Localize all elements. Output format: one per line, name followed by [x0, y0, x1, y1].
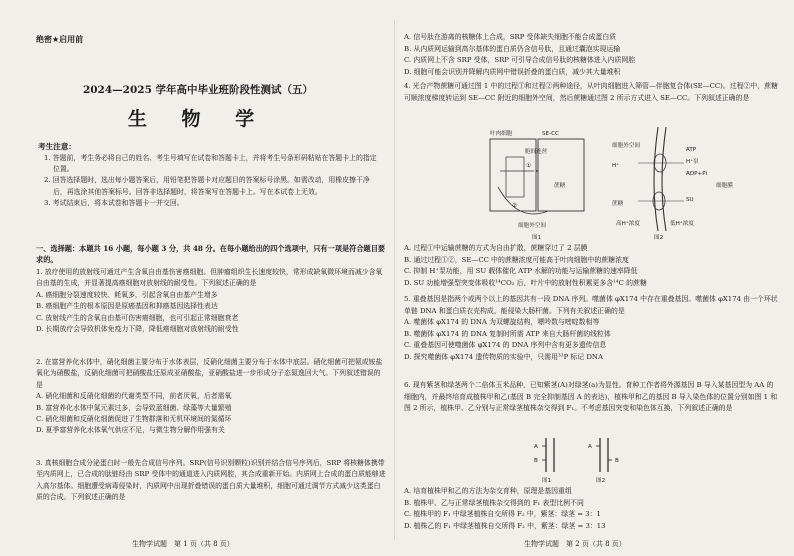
- fig2-low-label: 低H⁺浓度: [670, 221, 694, 227]
- option: A. 硝化细菌和反硝化细菌的代谢类型不同，前者厌氧，后者需氧: [36, 392, 232, 401]
- option: C. 硝化细菌和反硝化细菌促进了生物群落和无机环境间的氮循环: [36, 415, 232, 424]
- question-stem: 4. 光合产物蔗糖可通过图 1 中的过程①和过程②两种途径，从叶肉细胞进入筛管—伴胞复合体(SE—CC)。过程②中，蔗糖可顺浓度梯度转运到 SE—CC 附近的细胞外空间，然后蔗糖通过图 2 所示方式进入 SE—CC。下列叙述正确的是: [404, 82, 778, 102]
- fig1-p2: ②: [512, 203, 518, 209]
- question-3: [36, 458, 386, 504]
- membrane-outer: [654, 127, 658, 231]
- option: B. 植株甲、乙与正常绿茎植株杂交得到的 F₁ 表型比例不同: [404, 498, 584, 507]
- caption-2: 图2: [596, 478, 606, 484]
- fig2-hplus-label: H⁺: [612, 163, 620, 169]
- question-2: [36, 357, 386, 437]
- question-1: [36, 267, 386, 335]
- fig2-su-label: SU: [686, 197, 694, 203]
- question-stem: 1. 放疗使用的放射线可通过产生含氧自由基伤害癌细胞。但肿瘤组织生长速度较快，常形成缺氧微环境而减少含氧自由基的生成，并显著提高癌细胞对放射线的耐受性。下列叙述正确的是: [36, 268, 383, 288]
- question-stem: 5. 重叠基因是指两个或两个以上的基因共有一段 DNA 序列。噬菌体 φX174 中存在重叠基因。噬菌体 φX174 由一个环状单链 DNA 和蛋白质衣壳构成，能侵染大肠杆菌。下列有关叙述正确的是: [404, 295, 778, 315]
- section-heading: 一、选择题：本题共 16 小题，每小题 3 分，共 48 分。在每小题给出的四个选项中，只有一项是符合题目要求的。: [36, 244, 386, 264]
- option: B. 从内质网运输到高尔基体的蛋白质仍含信号肽，且通过囊泡实现运输: [404, 44, 621, 53]
- option: B. 通过过程①②，SE—CC 中的蔗糖浓度可能高于叶肉细胞中的蔗糖浓度: [404, 255, 629, 264]
- q4-figures: [488, 127, 788, 241]
- fig1-sece-label: SE-CC: [542, 131, 559, 137]
- option: D. 长期放疗会导致机体免疫力下降，降低癌细胞对放射线的耐受性: [36, 325, 239, 334]
- chromosome-figure-1: [534, 438, 554, 484]
- question-stem: 6. 现有紫茎和绿茎两个二倍体玉米品种，已知紫茎(A)对绿茎(a)为显性。育种工作者将外源基因 B 导入某基因型为 AA 的细胞内，并最终培育成植株甲和乙(基因 B 完全抑制基因 A 的表达)，植株甲和乙的基因 B 导入染色体的位置分别如图 1 和图 2 所示，植株甲、乙分别与正常绿茎植株杂交得到 F₁。不考虑基因突变和染色体互换，下列叙述正确的是: [404, 381, 778, 413]
- page-footer-left: 生物学试题 第 1 页（共 8 页）: [132, 540, 234, 548]
- q6-chromosome-figure: [528, 436, 638, 484]
- fig2-adp-label: ADP+Pi: [686, 171, 707, 177]
- option: A. 癌细胞分裂速度较快、耗氧多，引起含氧自由基产生增多: [36, 290, 218, 299]
- option: D. 细胞可能会识别并降解内质网中错误折叠的蛋白质，减少其大量堆积: [404, 67, 621, 76]
- notice-list: [44, 153, 382, 209]
- option: A. 噬菌体 φX174 的 DNA 为双螺旋结构，嘌呤数与嘧啶数相等: [404, 318, 600, 327]
- question-3-options: [404, 32, 780, 78]
- option: C. 植株甲的 F₁ 中绿茎植株自交所得 F₂ 中，紫茎：绿茎 = 3：1: [404, 510, 601, 519]
- figure-2: [612, 127, 733, 241]
- question-6-stem: [404, 380, 780, 415]
- fig2-pump-label: H⁺泵: [686, 159, 699, 165]
- notice-item: 2. 回答选择题时，选出每小题答案后，用铅笔把答题卡对应题目的答案标号涂黑。如需改动，用橡皮擦干净后，再选涂其他答案标号。回答非选择题时，将答案写在答题卡上。写在本试卷上无效。: [44, 176, 370, 196]
- option: D. 探究噬菌体 φX174 遗传物质的实验中，只需用³²P 标记 DNA: [404, 352, 603, 361]
- option: D. SU 功能增强型突变体吸收¹⁴CO₂ 后，叶片中的放射性积累更多含¹⁴C 的蔗糖: [404, 278, 647, 287]
- question-stem: 2. 在富营养化水体中，硝化细菌主要分布于水体表层，反硝化细菌主要分布于水体中底层。硝化细菌可把氨或铵盐氧化为硝酸盐，反硝化细菌可把硝酸盐还原成亚硝酸盐，亚硝酸盐进一步形成分子态氮逸回大气。下列叙述错误的是: [36, 358, 383, 389]
- chromosome-figure-2: [588, 438, 619, 484]
- option: C. 重叠基因可使噬菌体 φX174 的 DNA 序列中含有更多遗传信息: [404, 341, 607, 350]
- exam-title: 2024—2025 学年高中毕业班阶段性测试（五）: [82, 84, 314, 96]
- notice-heading: 考生注意：: [38, 142, 76, 151]
- notice-item: 1. 答题前，考生务必将自己的姓名、考生号填写在试卷和答题卡上，并将考生号条形码粘贴在答题卡上的指定位置。: [44, 154, 377, 174]
- label-b2: B: [615, 458, 619, 464]
- label-a2: A: [588, 444, 592, 450]
- question-4-stem: [404, 81, 780, 104]
- option: C. 放射线产生的含氧自由基可伤害癌细胞，也可引起正常细胞衰老: [36, 313, 239, 322]
- page-divider: [394, 20, 395, 540]
- fig2-inside-label: 细胞膜: [716, 183, 733, 189]
- fig1-space-label: 细胞外空间: [518, 223, 546, 229]
- option: A. 过程①中运输蔗糖的方式为自由扩散，蔗糖穿过了 2 层膜: [404, 244, 588, 252]
- fig1-organelle-label: 胞间连丝: [525, 149, 548, 155]
- fig1-caption: 图1: [532, 235, 542, 241]
- fig1-p1: ①: [526, 163, 532, 169]
- membrane-inner: [662, 127, 666, 231]
- option: C. 内质网上不含 SRP 受体，SRP 可引导合成信号肽的核糖体进入内质网腔: [404, 56, 636, 65]
- fig2-atp-label: ATP: [686, 147, 697, 153]
- option: B. 富营养化水体中氮元素过多，会导致蓝细菌、绿藻等大量繁殖: [36, 403, 232, 412]
- question-stem: 3. 真核细胞合成分泌蛋白时一般先合成信号序列。SRP(信号识别颗粒)识别并结合信号序列后，SRP 将核糖体携带至内质网上，已合成的肽链经由 SRP 受体中的通道进入内质网腔，其合成重新开始。内质网上合成的蛋白质能够进入高尔基体。细胞遭受病毒侵染时，内质网中出现折叠错误的蛋白质大量堆积，细胞可通过调节方式减少这类蛋白质的合成。下列叙述正确的是: [36, 459, 386, 502]
- fig2-caption: 图2: [654, 235, 664, 241]
- label-b1: B: [534, 458, 538, 464]
- option: D. 植株乙的 F₁ 中绿茎植株自交所得 F₂ 中，紫茎：绿茎 = 3：13: [404, 521, 606, 530]
- question-4-options: [404, 243, 780, 289]
- route-2: [498, 187, 548, 214]
- option: A. 培育植株甲和乙的方法为杂交育种，原理是基因重组: [404, 487, 572, 495]
- fig2-high-label: 高H⁺浓度: [616, 221, 640, 227]
- fig2-sucrose-label: 蔗糖: [612, 201, 624, 207]
- notice-item: 3. 考试结束后，将本试卷和答题卡一并交回。: [44, 198, 184, 207]
- left-page: [6, 0, 390, 556]
- caption-1: 图1: [542, 478, 552, 484]
- label-a1: A: [534, 444, 538, 450]
- question-6-options: [404, 486, 780, 532]
- subject-title: 生 物 学: [127, 108, 269, 130]
- organelle-box: [506, 157, 524, 197]
- option: C. 抑制 H⁺泵功能，用 SU 载体催化 ATP 水解的功能与运输蔗糖的速率降低: [404, 267, 638, 276]
- question-5: [404, 294, 780, 364]
- option: B. 癌细胞产生的根本原因是原癌基因和抑癌基因选择性表达: [36, 302, 218, 311]
- fig1-sucrose-label: 蔗糖: [554, 183, 566, 189]
- option: B. 噬菌体 φX174 的 DNA 复制时所需 ATP 来自大肠杆菌的线粒体: [404, 329, 611, 338]
- figure-1: [490, 129, 584, 241]
- fig1-cell-label: 叶肉细胞: [490, 131, 513, 137]
- fig2-outside-label: 细胞外空间: [612, 143, 640, 149]
- option: D. 夏季富营养化水体氧气供应不足，与微生物分解作用强有关: [36, 426, 225, 435]
- option: A. 信号肽在游离的核糖体上合成，SRP 受体缺失细胞不能合成蛋白质: [404, 33, 617, 41]
- secret-mark: 绝密★启用前: [36, 35, 84, 44]
- page-footer-right: 生物学试题 第 2 页（共 8 页）: [524, 540, 626, 548]
